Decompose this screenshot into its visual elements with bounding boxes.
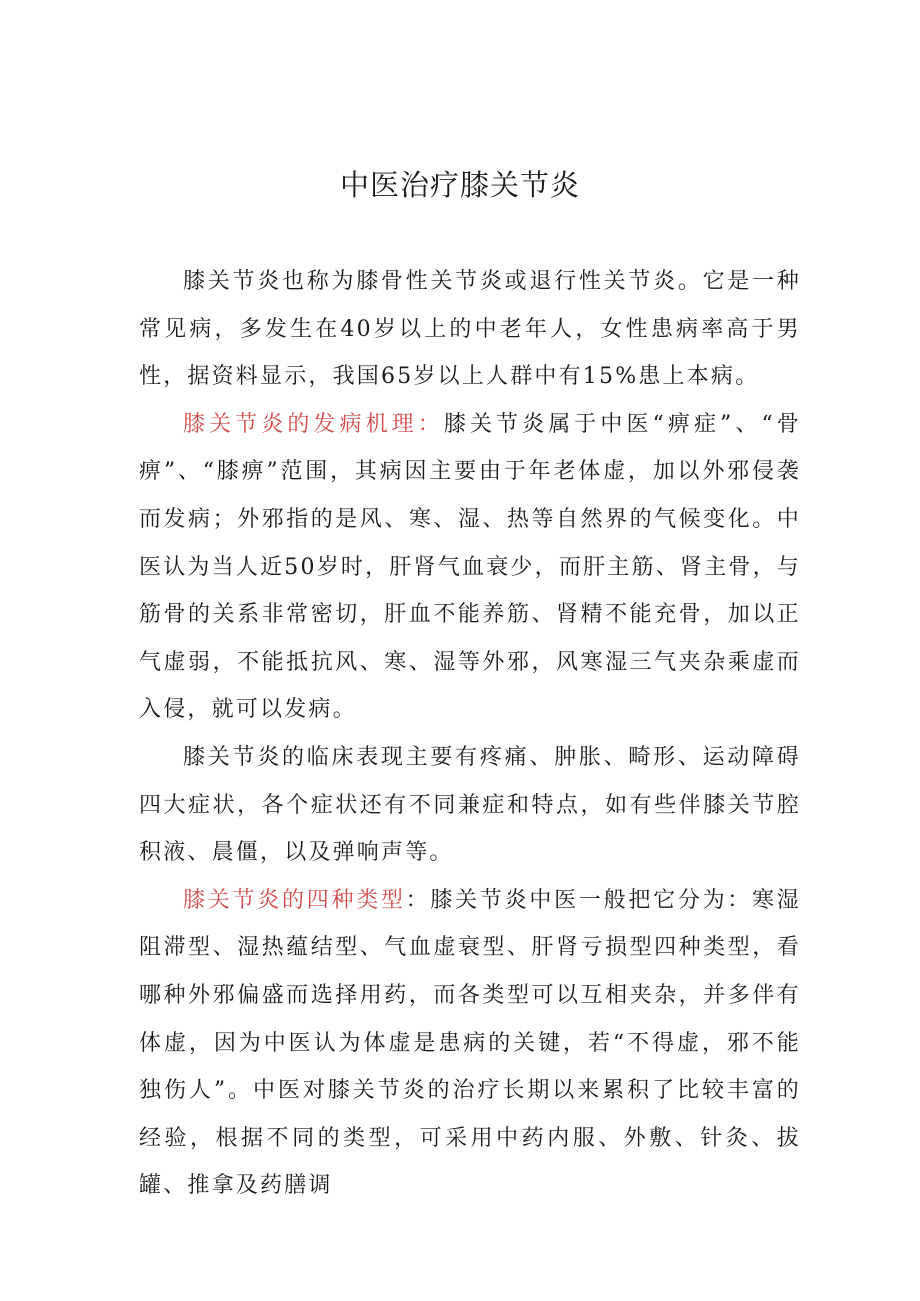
paragraph-intro [139,258,801,401]
paragraph-text: 膝关节炎属于中医“痹症”、“骨痹”、“膝痹”范围，其病因主要由于年老体虚，加以外邪侵袭而发病；外邪指的是风、寒、湿、热等自然界的气候变化。中医认为当人近50岁时，肝肾气血衰少，而肝主筋、肾主骨，与筋骨的关系非常密切，肝血不能养筋、肾精不能充骨，加以正气虚弱，不能抵抗风、寒、湿等外邪，风寒湿三气夹杂乘虚而入侵，就可以发病。 [139,411,801,723]
section-heading-types: 膝关节炎的四种类型 [183,887,406,913]
section-heading-pathogenesis: 膝关节炎的发病机理： [183,411,444,437]
document-body [139,258,801,1210]
page-title: 中医治疗膝关节炎 [339,168,580,202]
paragraph-symptoms [139,734,801,877]
paragraph-text: 膝关节炎的临床表现主要有疼痛、肿胀、畸形、运动障碍四大症状，各个症状还有不同兼症和特点，如有些伴膝关节腔积液、晨僵，以及弹响声等。 [139,744,801,866]
paragraph-pathogenesis [139,401,801,734]
paragraph-types [139,877,801,1210]
paragraph-text: 膝关节炎也称为膝骨性关节炎或退行性关节炎。它是一种常见病，多发生在40岁以上的中老年人，女性患病率高于男性，据资料显示，我国65岁以上人群中有15%患上本病。 [139,269,801,390]
paragraph-text: ：膝关节炎中医一般把它分为：寒湿阻滞型、湿热蕴结型、气血虚衰型、肝肾亏损型四种类型，看哪种外邪偏盛而选择用药，而各类型可以互相夹杂，并多伴有体虚，因为中医认为体虚是患病的关键，若“不得虚，邪不能独伤人”。中医对膝关节炎的治疗长期以来累积了比较丰富的经验，根据不同的类型，可采用中药内服、外敷、针灸、拔罐、推拿及药膳调 [139,887,801,1199]
